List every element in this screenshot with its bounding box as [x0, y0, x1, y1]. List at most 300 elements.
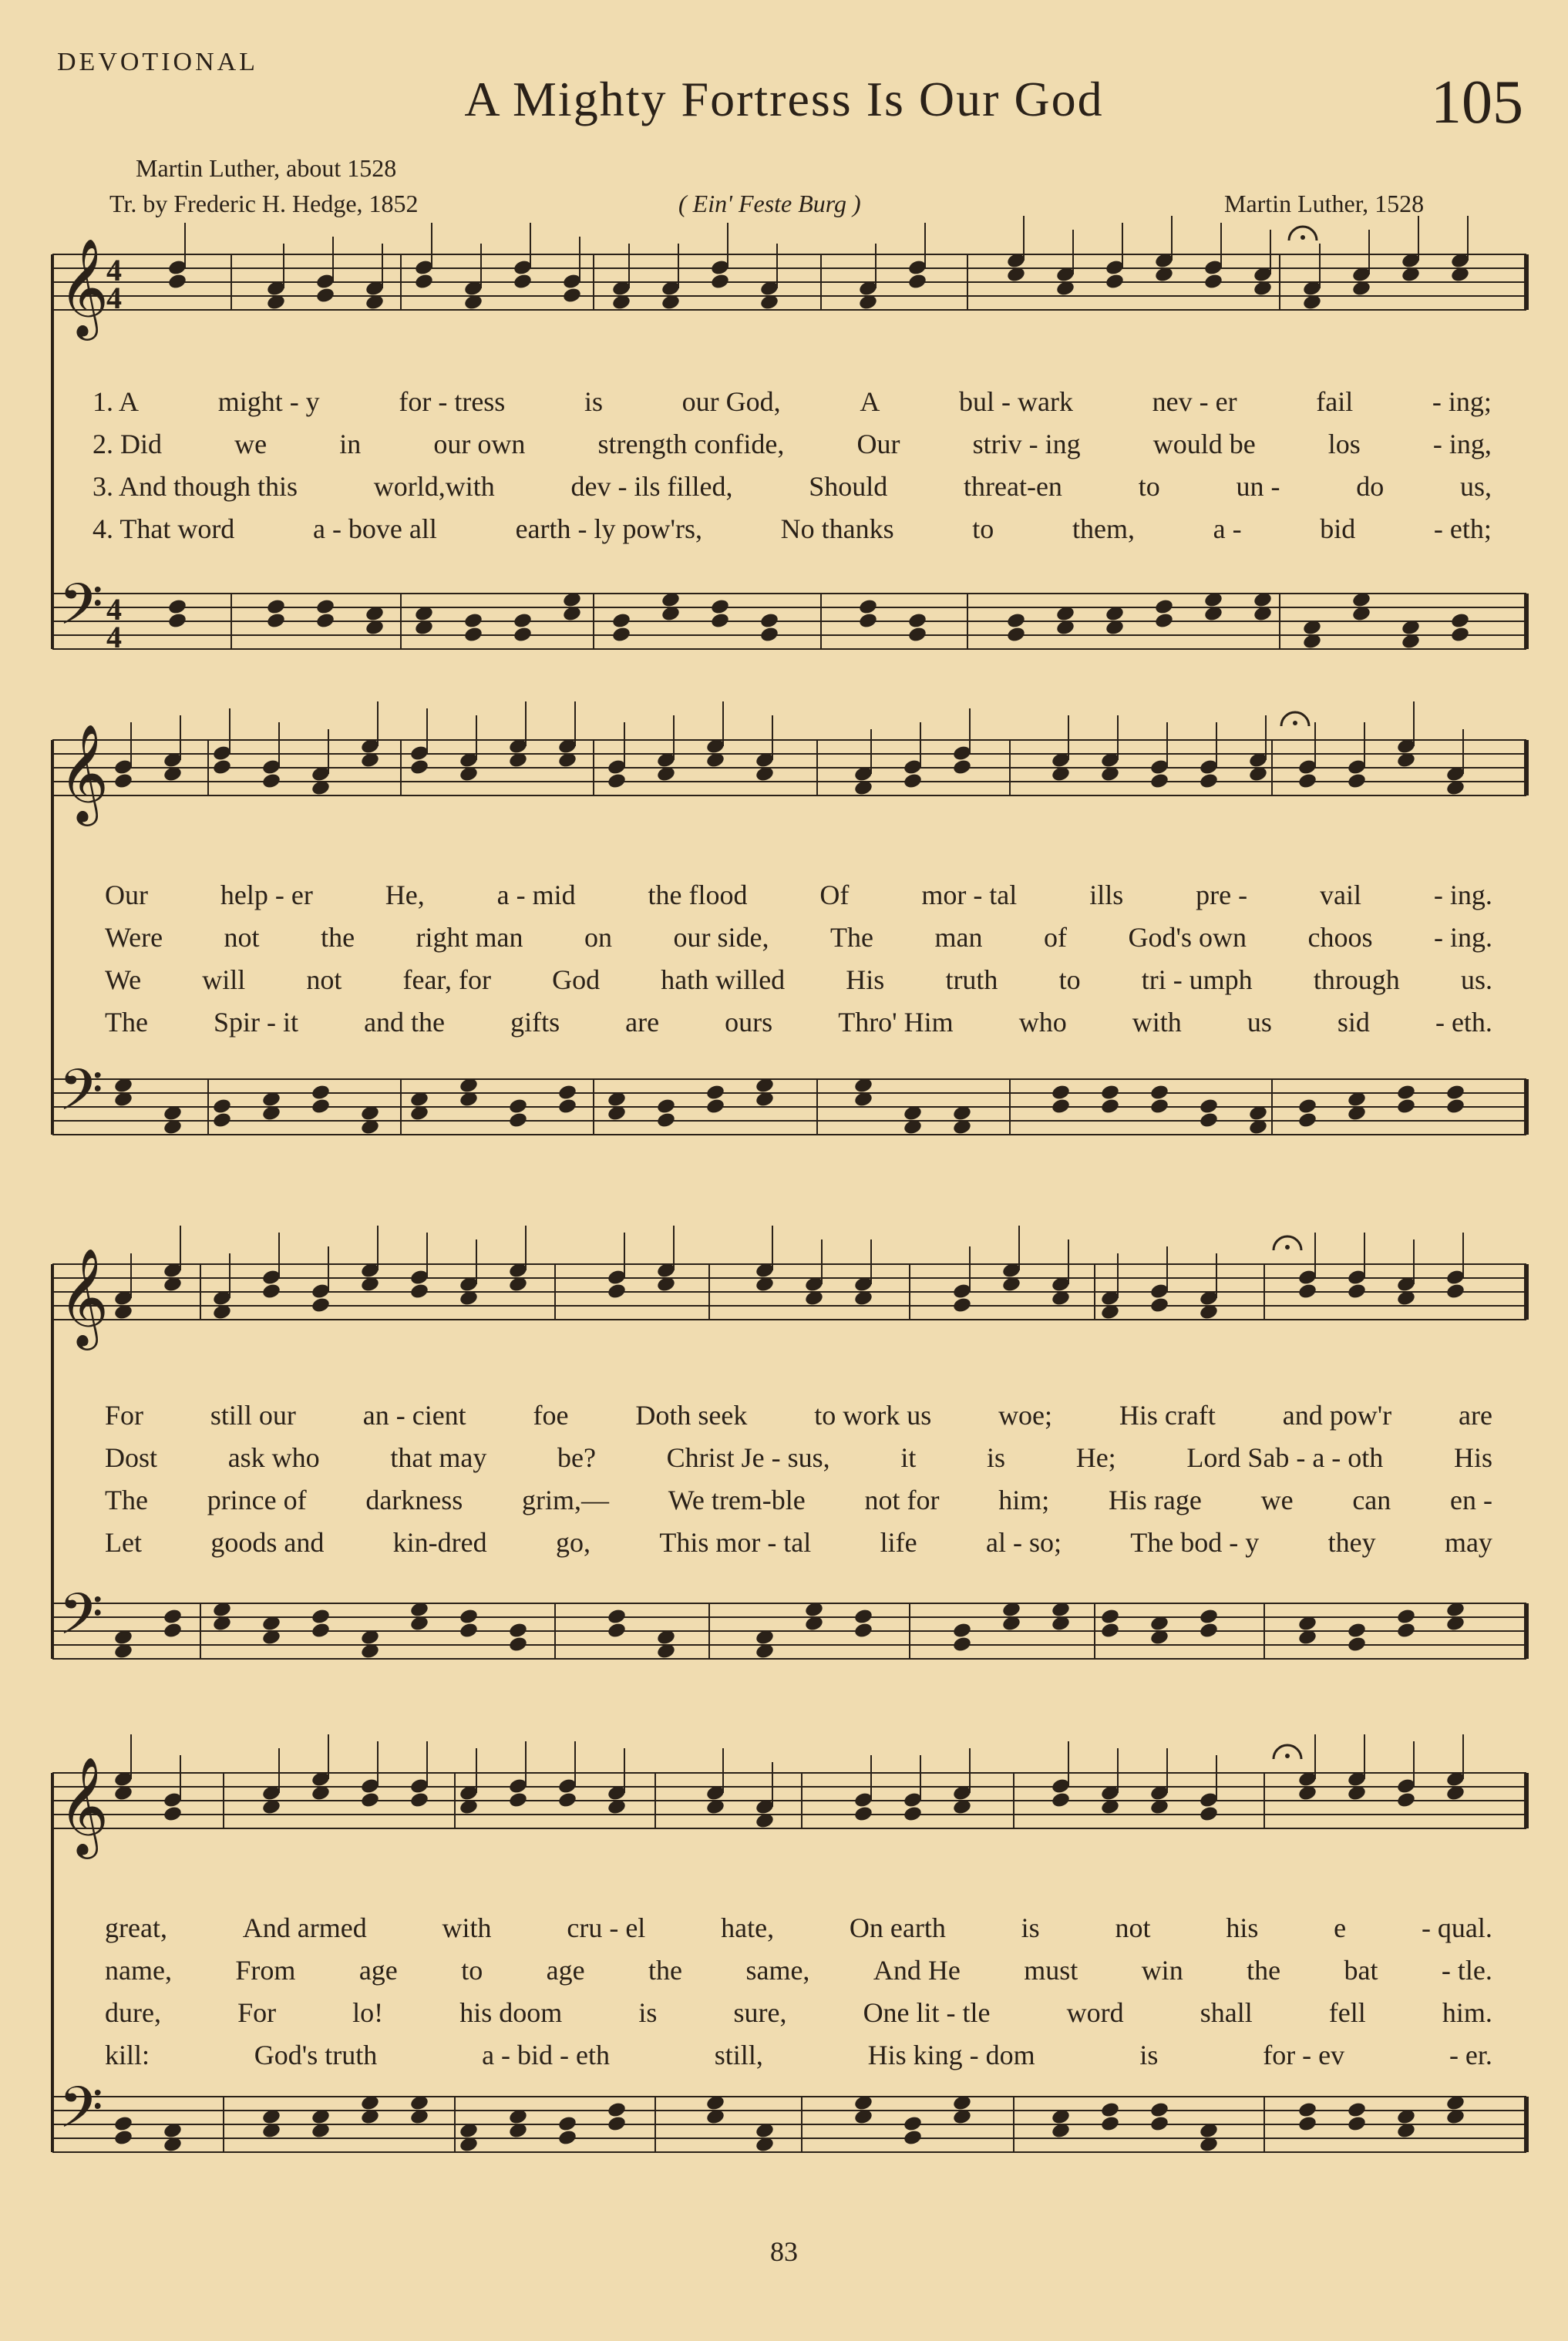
notehead: [508, 1112, 528, 1129]
notehead: [705, 1084, 725, 1102]
lyric-syllable: On earth: [849, 1912, 946, 1943]
lyric-syllable: Spir - it: [214, 1007, 299, 1038]
notehead: [557, 2115, 577, 2133]
notehead: [1450, 626, 1470, 644]
lyric-syllable: man: [934, 922, 983, 953]
lyric-syllable: The: [105, 1007, 148, 1038]
lyric-syllable: prince of: [207, 1485, 307, 1515]
notehead: [1396, 1608, 1416, 1626]
notehead: [1445, 1098, 1465, 1115]
lyric-syllable: they: [1327, 1527, 1376, 1558]
lyric-syllable: with: [1132, 1007, 1182, 1038]
lyric-syllable: Our: [856, 429, 900, 459]
notehead: [508, 1098, 528, 1115]
notehead: [1149, 772, 1169, 790]
lyric-syllable: A: [860, 386, 880, 417]
notehead: [1396, 1622, 1416, 1640]
notehead: [1347, 1283, 1367, 1300]
notehead: [409, 1791, 429, 1809]
notehead: [1154, 612, 1174, 630]
notehead: [1149, 2115, 1169, 2133]
notehead: [1347, 1636, 1367, 1653]
words-credit: Martin Luther, about 1528: [136, 154, 397, 182]
notehead: [1199, 772, 1219, 790]
verse-2-line: [105, 921, 1492, 961]
lyric-syllable: our God,: [681, 386, 781, 417]
notehead: [513, 612, 533, 630]
treble-time-signature-top: 4: [106, 253, 122, 288]
treble-time-signature-bottom: 4: [106, 281, 122, 315]
lyric-syllable: and pow'r: [1282, 1400, 1392, 1431]
notehead: [557, 1084, 577, 1102]
lyric-syllable: His: [846, 964, 885, 995]
notehead: [1100, 1608, 1120, 1626]
notehead: [1051, 1791, 1071, 1809]
lyric-syllable: He;: [1075, 1442, 1116, 1473]
notehead: [952, 758, 972, 776]
notehead: [1396, 1098, 1416, 1115]
notehead: [167, 273, 187, 291]
lyric-syllable: it: [900, 1442, 917, 1473]
notehead: [212, 1112, 232, 1129]
notehead: [513, 626, 533, 644]
lyric-syllable: The bod - y: [1130, 1527, 1260, 1558]
lyric-syllable: still our: [210, 1400, 296, 1431]
lyric-syllable: No thanks: [780, 513, 894, 544]
lyric-syllable: a - bid - eth: [482, 2040, 611, 2070]
notehead: [311, 1608, 331, 1626]
lyric-syllable: bul - wark: [959, 386, 1073, 417]
lyric-syllable: 1. A: [93, 386, 140, 417]
lyric-syllable: tri - umph: [1141, 964, 1253, 995]
notehead: [1347, 2101, 1367, 2119]
lyric-syllable: must: [1024, 1955, 1078, 1986]
lyric-syllable: e: [1334, 1912, 1347, 1943]
notehead: [463, 612, 483, 630]
lyric-syllable: en -: [1450, 1485, 1492, 1515]
notehead: [607, 772, 627, 790]
lyric-syllable: a - bove all: [312, 513, 437, 544]
lyric-syllable: fail: [1316, 386, 1354, 417]
lyric-syllable: And He: [873, 1955, 961, 1986]
notehead: [212, 1098, 232, 1115]
verse-4-line: [105, 2039, 1492, 2079]
notehead: [1396, 1791, 1416, 1809]
notehead: [261, 1283, 281, 1300]
lyric-syllable: ask who: [227, 1442, 320, 1473]
treble-clef: 𝄞: [59, 1247, 109, 1346]
notehead: [562, 287, 582, 304]
lyric-syllable: - ing.: [1433, 880, 1492, 910]
verse-2-line: [105, 1954, 1492, 1994]
lyric-syllable: fear, for: [402, 964, 491, 995]
tune-name: ( Ein' Feste Burg ): [678, 190, 861, 217]
notehead: [163, 1622, 183, 1640]
notehead: [656, 1112, 676, 1129]
lyric-syllable: choos: [1307, 922, 1373, 953]
notehead: [1100, 2115, 1120, 2133]
lyric-syllable: to: [461, 1955, 483, 1986]
notehead: [1149, 1084, 1169, 1102]
lyric-syllable: a - mid: [496, 880, 576, 910]
lyric-syllable: - eth;: [1433, 513, 1492, 544]
lyric-syllable: hath willed: [661, 964, 786, 995]
hymn-number: 105: [1431, 69, 1523, 136]
bass-clef: 𝄢: [59, 2074, 103, 2155]
lyric-syllable: 4. That word: [93, 513, 235, 544]
lyric-syllable: still,: [714, 2040, 763, 2070]
notehead: [952, 1297, 972, 1314]
lyric-syllable: Christ Je - sus,: [666, 1442, 830, 1473]
notehead: [1100, 1622, 1120, 1640]
notehead: [705, 1098, 725, 1115]
verse-3-line: [105, 1484, 1492, 1524]
bass-clef: 𝄢: [59, 1581, 103, 1662]
lyric-syllable: would be: [1152, 429, 1256, 459]
lyric-syllable: - ing;: [1432, 386, 1492, 417]
notehead: [261, 772, 281, 790]
notehead: [315, 612, 335, 630]
lyric-syllable: mor - tal: [921, 880, 1018, 910]
verse-2-line: [105, 1441, 1492, 1482]
notehead: [607, 1283, 627, 1300]
lyric-syllable: right man: [416, 922, 523, 953]
notehead: [113, 2115, 133, 2133]
lyric-syllable: we: [234, 429, 268, 459]
lyric-syllable: un -: [1236, 471, 1280, 502]
notehead: [508, 1791, 528, 1809]
lyric-syllable: our side,: [673, 922, 769, 953]
verse-1-line: [105, 1912, 1492, 1952]
fermata-dot: [1285, 1245, 1290, 1250]
lyric-syllable: age: [546, 1955, 585, 1986]
notehead: [414, 273, 434, 291]
lyric-syllable: vail: [1320, 880, 1361, 910]
notehead: [1051, 1098, 1071, 1115]
lyric-syllable: bat: [1344, 1955, 1378, 1986]
notehead: [409, 1283, 429, 1300]
notehead: [611, 626, 631, 644]
notehead: [710, 612, 730, 630]
lyric-syllable: may: [1444, 1527, 1492, 1558]
lyric-syllable: This mor - tal: [659, 1527, 812, 1558]
lyric-syllable: to: [972, 513, 994, 544]
lyric-syllable: shall: [1200, 1997, 1253, 2028]
lyric-syllable: do: [1356, 471, 1385, 502]
lyric-syllable: woe;: [998, 1400, 1053, 1431]
notehead: [1100, 1084, 1120, 1102]
notehead: [1199, 1608, 1219, 1626]
lyric-syllable: - er.: [1449, 2040, 1492, 2070]
notehead: [710, 273, 730, 291]
notehead: [1450, 612, 1470, 630]
lyric-syllable: our own: [433, 429, 526, 459]
lyric-syllable: Doth seek: [635, 1400, 748, 1431]
lyric-syllable: goods and: [210, 1527, 325, 1558]
lyric-syllable: hate,: [721, 1912, 775, 1943]
notehead: [315, 598, 335, 616]
notehead: [853, 1805, 873, 1823]
verse-4-line: [105, 1526, 1492, 1566]
notehead: [1297, 1112, 1317, 1129]
lyric-syllable: of: [1043, 922, 1067, 953]
notehead: [907, 273, 927, 291]
notehead: [1445, 1283, 1465, 1300]
notehead: [212, 758, 232, 776]
lyric-syllable: can: [1352, 1485, 1391, 1515]
lyric-syllable: - qual.: [1421, 1912, 1492, 1943]
notehead: [907, 626, 927, 644]
notehead: [557, 1098, 577, 1115]
notehead: [1297, 2115, 1317, 2133]
lyric-syllable: are: [1459, 1400, 1492, 1431]
notehead: [1347, 2115, 1367, 2133]
notehead: [1199, 1112, 1219, 1129]
lyric-syllable: - ing.: [1433, 922, 1492, 953]
notehead: [1051, 1084, 1071, 1102]
lyric-syllable: Our: [105, 880, 148, 910]
lyric-syllable: is: [1139, 2040, 1159, 2070]
notehead: [1006, 626, 1026, 644]
notehead: [1347, 1622, 1367, 1640]
treble-clef: 𝄞: [59, 1756, 109, 1855]
notehead: [1396, 1084, 1416, 1102]
lyric-syllable: be?: [557, 1442, 596, 1473]
lyric-syllable: threat-en: [964, 471, 1062, 502]
notehead: [1105, 273, 1125, 291]
notehead: [907, 612, 927, 630]
bass-clef: 𝄢: [59, 571, 103, 652]
treble-clef: 𝄞: [59, 237, 109, 336]
lyric-syllable: truth: [945, 964, 998, 995]
lyric-syllable: - ing,: [1432, 429, 1492, 459]
verse-4-line: [105, 1006, 1492, 1046]
notehead: [1149, 2101, 1169, 2119]
lyric-syllable: might - y: [217, 386, 320, 417]
lyric-syllable: us: [1247, 1007, 1272, 1038]
notehead: [903, 1805, 923, 1823]
lyric-syllable: his: [1226, 1912, 1259, 1943]
music-credit: Martin Luther, 1528: [1224, 190, 1425, 217]
notehead: [1203, 273, 1223, 291]
lyric-syllable: is: [987, 1442, 1006, 1473]
notehead: [656, 1098, 676, 1115]
treble-clef: 𝄞: [59, 723, 109, 822]
notehead: [1199, 1805, 1219, 1823]
notehead: [1154, 598, 1174, 616]
notehead: [315, 287, 335, 304]
lyric-syllable: darkness: [365, 1485, 463, 1515]
lyric-syllable: earth - ly pow'rs,: [515, 513, 702, 544]
lyric-syllable: through: [1313, 964, 1400, 995]
lyric-syllable: will: [202, 964, 246, 995]
notehead: [607, 1622, 627, 1640]
verse-1-line: [105, 879, 1492, 919]
lyric-syllable: fell: [1328, 1997, 1366, 2028]
notehead: [710, 598, 730, 616]
notehead: [459, 1622, 479, 1640]
lyric-syllable: help - er: [220, 880, 313, 910]
notehead: [903, 2115, 923, 2133]
fermata-dot: [1300, 235, 1305, 240]
lyric-syllable: for - ev: [1263, 2040, 1345, 2070]
lyric-syllable: foe: [533, 1400, 569, 1431]
notehead: [459, 1608, 479, 1626]
lyric-syllable: the: [648, 1955, 683, 1986]
lyric-syllable: on: [584, 922, 613, 953]
notehead: [858, 612, 878, 630]
lyric-syllable: is: [584, 386, 603, 417]
verse-3-line: [105, 1996, 1492, 2037]
notehead: [858, 598, 878, 616]
notehead: [1297, 772, 1317, 790]
lyric-syllable: and the: [364, 1007, 446, 1038]
lyric-syllable: them,: [1072, 513, 1135, 544]
notehead: [853, 1608, 873, 1626]
verse-4-line: [93, 513, 1492, 553]
lyric-syllable: One lit - tle: [863, 1997, 991, 2028]
category-label: DEVOTIONAL: [57, 48, 258, 76]
lyric-syllable: For: [237, 1997, 277, 2028]
lyric-syllable: age: [358, 1955, 398, 1986]
lyric-syllable: not for: [864, 1485, 940, 1515]
lyric-syllable: life: [880, 1527, 917, 1558]
lyric-syllable: His king - dom: [867, 2040, 1035, 2070]
verse-2-line: [93, 428, 1492, 468]
notehead: [759, 626, 779, 644]
lyric-syllable: not: [306, 964, 342, 995]
lyric-syllable: is: [638, 1997, 658, 2028]
fermata-dot: [1293, 721, 1297, 725]
bass-clef: 𝄢: [59, 1057, 103, 1138]
lyric-syllable: ills: [1089, 880, 1124, 910]
lyric-syllable: Of: [819, 880, 850, 910]
notehead: [903, 772, 923, 790]
lyric-syllable: is: [1021, 1912, 1040, 1943]
notehead: [1297, 1098, 1317, 1115]
lyric-syllable: great,: [105, 1912, 167, 1943]
lyric-syllable: Let: [105, 1527, 142, 1558]
notehead: [311, 1098, 331, 1115]
notehead: [266, 612, 286, 630]
verse-3-line: [105, 964, 1492, 1004]
lyric-syllable: al - so;: [985, 1527, 1062, 1558]
translation-credit: Tr. by Frederic H. Hedge, 1852: [109, 190, 419, 217]
notehead: [163, 1608, 183, 1626]
notehead: [759, 612, 779, 630]
fermata-dot: [1285, 1754, 1290, 1758]
lyric-syllable: His craft: [1119, 1400, 1216, 1431]
lyric-syllable: us.: [1460, 964, 1492, 995]
lyric-syllable: pre -: [1196, 880, 1248, 910]
lyric-syllable: in: [339, 429, 362, 459]
lyric-syllable: grim,—: [522, 1485, 610, 1515]
lyric-syllable: world,with: [373, 471, 495, 502]
notehead: [1347, 772, 1367, 790]
notehead: [113, 772, 133, 790]
lyric-syllable: us,: [1459, 471, 1492, 502]
notehead: [607, 2115, 627, 2133]
lyric-syllable: kin-dred: [392, 1527, 487, 1558]
notehead: [611, 612, 631, 630]
lyric-syllable: same,: [745, 1955, 810, 1986]
lyric-syllable: go,: [555, 1527, 591, 1558]
notehead: [1445, 1084, 1465, 1102]
notehead: [409, 758, 429, 776]
lyric-syllable: strength confide,: [597, 429, 785, 459]
notehead: [607, 2101, 627, 2119]
hymn-title: A Mighty Fortress Is Our God: [464, 72, 1104, 126]
notehead: [853, 1622, 873, 1640]
lyric-syllable: The: [105, 1485, 148, 1515]
lyric-syllable: his doom: [459, 1997, 563, 2028]
notehead: [1006, 612, 1026, 630]
notehead: [1149, 1297, 1169, 1314]
notehead: [557, 1791, 577, 1809]
notehead: [513, 273, 533, 291]
lyric-syllable: not: [224, 922, 260, 953]
lyric-syllable: We: [105, 964, 142, 995]
lyric-syllable: His rage: [1108, 1485, 1202, 1515]
lyric-syllable: We trem-ble: [668, 1485, 806, 1515]
notehead: [167, 612, 187, 630]
lyric-syllable: God's truth: [254, 2040, 378, 2070]
lyric-syllable: for - tress: [399, 386, 506, 417]
lyric-syllable: who: [1018, 1007, 1067, 1038]
lyric-syllable: dev - ils filled,: [570, 471, 733, 502]
lyric-syllable: nev - er: [1152, 386, 1237, 417]
notehead: [360, 1791, 380, 1809]
verse-1-line: [105, 1399, 1492, 1439]
notehead: [1297, 2101, 1317, 2119]
lyric-syllable: with: [442, 1912, 492, 1943]
notehead: [311, 1297, 331, 1314]
lyric-syllable: He,: [385, 880, 425, 910]
lyric-syllable: Thro' Him: [838, 1007, 954, 1038]
lyric-syllable: ours: [725, 1007, 773, 1038]
lyric-syllable: name,: [105, 1955, 172, 1986]
notehead: [163, 1805, 183, 1823]
lyric-syllable: - eth.: [1435, 1007, 1492, 1038]
verse-3-line: [93, 470, 1492, 510]
notehead: [952, 1636, 972, 1653]
bass-time-signature-bottom: 4: [106, 620, 122, 654]
notehead: [508, 1622, 528, 1640]
lyric-syllable: kill:: [105, 2040, 150, 2070]
lyric-syllable: sure,: [733, 1997, 787, 2028]
notehead: [952, 1622, 972, 1640]
lyric-syllable: that may: [390, 1442, 487, 1473]
lyric-syllable: los: [1327, 429, 1361, 459]
lyric-syllable: striv - ing: [972, 429, 1081, 459]
notehead: [1100, 2101, 1120, 2119]
lyric-syllable: word: [1066, 1997, 1124, 2028]
notehead: [1199, 1622, 1219, 1640]
lyric-syllable: to: [1138, 471, 1160, 502]
notehead: [1100, 1098, 1120, 1115]
lyric-syllable: to: [1058, 964, 1081, 995]
lyric-syllable: to work us: [814, 1400, 932, 1431]
bass-time-signature-top: 4: [106, 592, 122, 627]
lyric-syllable: God: [552, 964, 601, 995]
notehead: [1199, 1098, 1219, 1115]
lyric-syllable: From: [235, 1955, 296, 1986]
lyric-syllable: lo!: [352, 1997, 384, 2028]
notehead: [1297, 1283, 1317, 1300]
lyric-syllable: win: [1141, 1955, 1183, 1986]
lyric-syllable: gifts: [510, 1007, 560, 1038]
notehead: [557, 2129, 577, 2147]
